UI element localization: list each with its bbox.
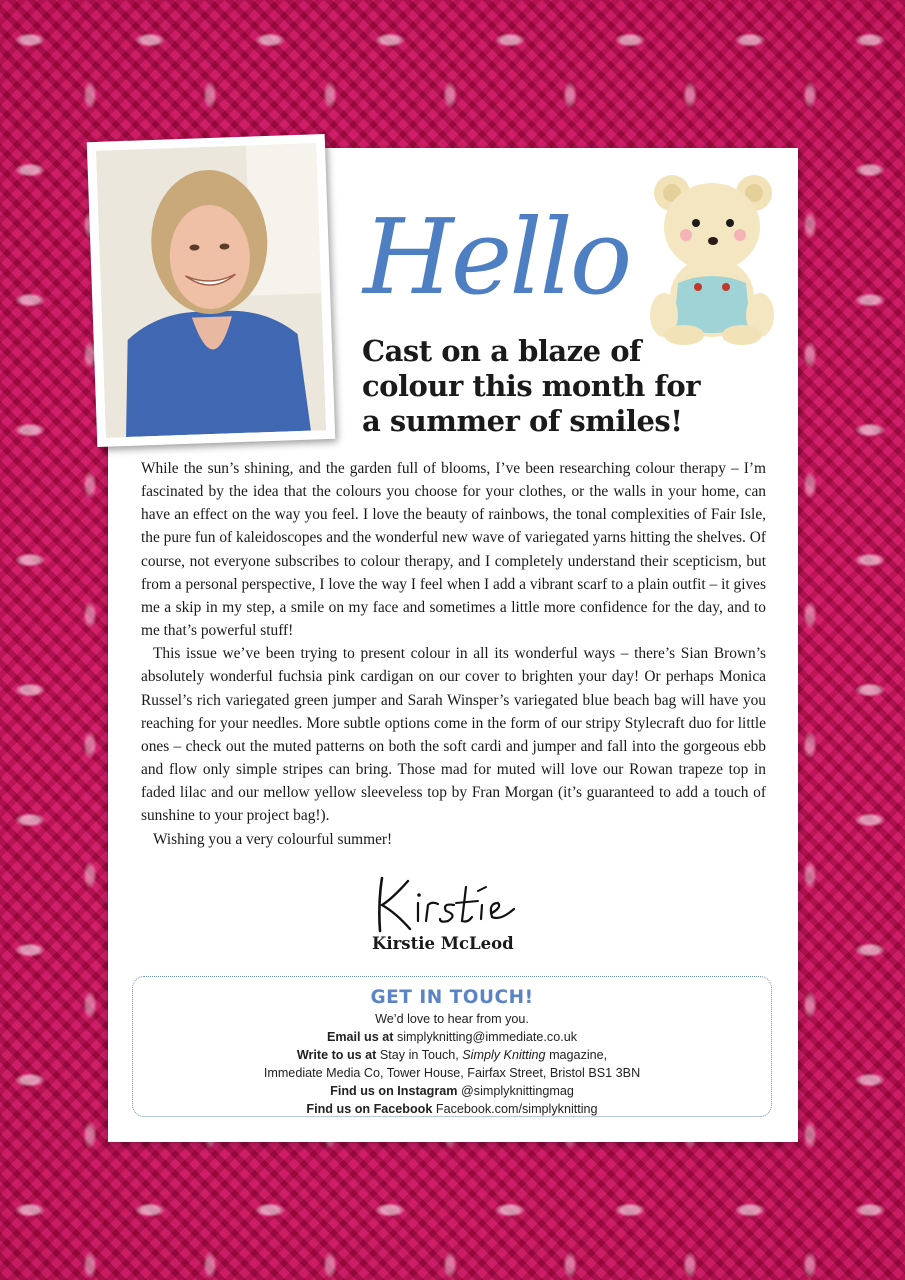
facebook-link[interactable]: Facebook.com/simplyknitting [435, 1102, 598, 1116]
contact-email-line [133, 1028, 771, 1046]
body-paragraph: This issue we’ve been trying to present colour in all its wonderful ways – there’s Sian Brown’s absolutely wonderful fuchsia pink cardigan on our cover to brighten your day! Or perhaps Monica Russel’s rich variegated green jumper and Sarah Winsper’s variegated blue beach bag will have you reaching for your needles. More subtle options come in the form of our stripy Stylecraft duo for little ones – check out the muted patterns on both the soft cardi and jumper and fall into the gorgeous ebb and flow only simple stripes can bring. Those mad for muted will love our Rowan trapeze top in faded lilac and our mellow yellow sleeveless top by Fran Morgan (it’s guaranteed to add a touch of sunshine to your project bag!). [141, 645, 766, 825]
editor-name: Kirstie McLeod [372, 934, 514, 953]
contact-title: GET IN TOUCH! [370, 987, 534, 1008]
write-suffix: magazine, [549, 1048, 608, 1062]
get-in-touch-box [132, 976, 772, 1117]
hello-heading: Hello [363, 196, 630, 318]
knitted-bear-image [642, 165, 782, 345]
editor-photo [87, 134, 335, 447]
magazine-name: Simply Knitting [462, 1048, 546, 1062]
instagram-label: Find us on Instagram [330, 1084, 458, 1098]
headline-line: Cast on a blaze of [362, 334, 642, 368]
contact-intro: We’d love to hear from you. [375, 1012, 529, 1026]
contact-instagram-line [133, 1082, 771, 1100]
editor-portrait [96, 143, 326, 438]
instagram-link[interactable]: @simplyknittingmag [460, 1084, 574, 1098]
letter-body [141, 457, 766, 851]
email-link[interactable]: simplyknitting@immediate.co.uk [396, 1030, 578, 1044]
write-label: Write to us at [296, 1048, 377, 1062]
contact-facebook-line [133, 1100, 771, 1118]
headline-line: colour this month for [362, 369, 701, 403]
handwritten-signature [374, 873, 519, 935]
headline-line: a summer of smiles! [362, 404, 683, 438]
facebook-label: Find us on Facebook [306, 1102, 433, 1116]
body-paragraph: Wishing you a very colourful summer! [153, 830, 393, 848]
contact-write-line [133, 1046, 771, 1064]
email-label: Email us at [326, 1030, 394, 1044]
write-prefix: Stay in Touch, [379, 1048, 459, 1062]
body-paragraph: While the sun’s shining, and the garden full of blooms, I’ve been researching colour therapy – I’m fascinated by the idea that the colours you choose for your clothes, or the walls in your home, can have an effect on the way you feel. I love the beauty of rainbows, the tonal complexities of Fair Isle, the pure fun of kaleidoscopes and the wonderful new wave of variegated yarns hitting the shelves. Of course, not everyone subscribes to colour therapy, and I completely understand their scepticism, but from a personal perspective, I love the way I feel when I add a vibrant scarf to a plain outfit – it gives me a skip in my step, a smile on my face and sometimes a little more confidence for the day, and to me that’s powerful stuff! [141, 460, 766, 640]
contact-address: Immediate Media Co, Tower House, Fairfax Street, Bristol BS1 3BN [263, 1066, 641, 1080]
headline [362, 334, 722, 439]
